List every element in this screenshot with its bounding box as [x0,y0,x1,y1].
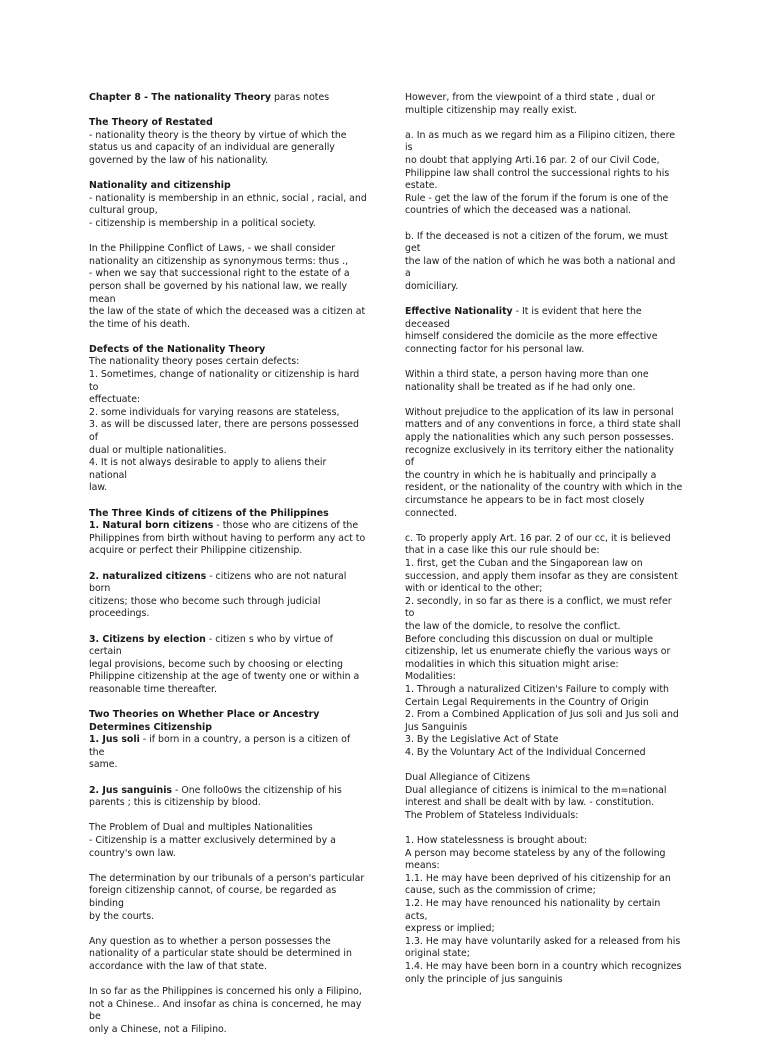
text-line [405,571,683,584]
text-line [89,243,367,256]
text-line [405,432,683,445]
text-run: status us and capacity of an individual are generally [89,142,335,154]
text-run: nationality shall be treated as if he had only one. [405,381,636,393]
text-line [89,520,367,533]
bold-text: Two Theories on Whether Place or Ancestry [89,709,320,721]
paragraph [405,306,683,356]
text-run: 4. It is not always desirable to apply to aliens their national [89,457,327,481]
text-line [89,835,367,848]
text-run: 2. From a Combined Application of Jus soli and Jus soli and [405,709,679,721]
text-line [405,193,683,206]
text-run: 1. Through a naturalized Citizen's Failure to comply with [405,683,669,695]
text-line [405,130,683,155]
text-run: Within a third state, a person having more than one [405,369,649,381]
bold-text: Effective Nationality [405,306,513,318]
text-line [405,369,683,382]
text-line [405,709,683,722]
text-line [89,419,367,444]
text-line [405,621,683,634]
text-line [405,835,683,848]
text-line [405,671,683,684]
text-run: Philippine citizenship at the age of twenty one or within a [89,671,360,683]
text-line [89,369,367,394]
text-run: the time of his death. [89,318,191,330]
paragraph [405,92,683,117]
paragraph [89,344,367,495]
text-run: 1. first, get the Cuban and the Singaporean law on [405,557,643,569]
text-run: same. [89,759,118,771]
text-run: - those who are citizens of the [213,520,359,532]
text-line [89,407,367,420]
paragraph [89,571,367,621]
text-run: In the Philippine Conflict of Laws, - we shall consider [89,243,336,255]
paragraph [89,180,367,230]
paragraph [89,634,367,697]
text-run: The nationality theory poses certain defects: [89,356,300,368]
text-line [405,923,683,936]
text-run: A person may become stateless by any of the following [405,847,666,859]
text-line [405,306,683,331]
text-line [89,1024,367,1037]
text-line [405,697,683,710]
text-run: citizenship, let us enumerate chiefly the various ways or [405,646,671,658]
text-line [89,785,367,798]
text-line [89,911,367,924]
left-column [89,92,367,1049]
text-run: nationality of a particular state should be determined in [89,948,352,960]
text-line [405,344,683,357]
text-run: apply the nationalities which any such person possesses. [405,432,674,444]
text-run: accordance with the law of that state. [89,960,268,972]
paragraph [89,709,367,772]
text-run: governed by the law of his nationality. [89,154,269,166]
text-line [405,634,683,647]
bold-text: 1. Natural born citizens [89,520,214,532]
text-run: - One follo0ws the citizenship of his [172,784,342,796]
text-line [89,180,367,193]
text-run: - citizen s who by virtue of certain [89,633,333,658]
text-run: - when we say that successional right to the estate of a [89,268,350,280]
text-run: no doubt that applying Arti.16 par. 2 of our Civil Code, [405,154,660,166]
text-run: connected. [405,507,458,519]
bold-text: Determines Citizenship [89,721,212,733]
text-line [89,885,367,910]
text-run: the law of the domicle, to resolve the conflict. [405,620,621,632]
text-run: 3. By the Legislative Act of State [405,734,559,746]
text-line [405,974,683,987]
text-run: 1. How statelessness is brought about: [405,835,588,847]
text-run: Without prejudice to the application of its law in personal [405,406,674,418]
text-line [89,596,367,609]
text-line [89,394,367,407]
paragraph [405,369,683,394]
text-line [89,545,367,558]
text-run: The Problem of Dual and multiples Nationalities [89,822,313,834]
text-run: person shall be governed by his national law, we really mean [89,280,348,305]
text-line [89,948,367,961]
text-line [89,659,367,672]
paragraph [89,243,367,331]
text-run: original state; [405,948,470,960]
paragraph [405,533,683,760]
text-run: modalities in which this situation might arise: [405,658,619,670]
text-line [405,168,683,181]
text-line [405,785,683,798]
paragraph [89,117,367,167]
text-line [89,306,367,319]
bold-text: Chapter 8 - The nationality Theory [89,92,271,103]
text-line [89,608,367,621]
text-run: However, from the viewpoint of a third state , dual or [405,92,656,103]
text-run: - nationality theory is the theory by virtue of which the [89,129,347,141]
text-run: 1. Sometimes, change of nationality or citizenship is hard to [89,369,360,393]
text-line [405,205,683,218]
text-run: 1.3. He may have voluntarily asked for a released from his [405,935,681,947]
paragraph [89,936,367,974]
text-run: not a Chinese.. And insofar as china is concerned, he may be [89,998,362,1023]
text-line [89,848,367,861]
text-line [89,709,367,722]
bold-text: 2. naturalized citizens [89,570,207,582]
text-run: 1.2. He may have renounced his nationality by certain acts, [405,898,661,922]
text-run: interest and shall be dealt with by law. - constitution. [405,797,655,809]
text-run: 1.1. He may have been deprived of his citizenship for an [405,872,671,884]
text-run: means: [405,860,440,872]
text-line [405,407,683,420]
text-run: nationality an citizenship as synonymous terms: thus ., [89,255,349,267]
text-run: the law of the nation of which he was both a national and a [405,255,676,280]
paragraph [405,835,683,986]
text-run: Modalities: [405,671,456,683]
text-run: Dual Allegiance of Citizens [405,772,530,784]
text-run: - citizens who are not natural born [89,570,347,595]
text-line [89,759,367,772]
text-line [89,873,367,886]
text-run: law. [89,482,108,494]
bold-text: The Theory of Restated [89,117,213,129]
text-run: - if born in a country, a person is a citizen of the [89,734,351,758]
text-line [405,948,683,961]
text-run: reasonable time thereafter. [89,683,218,695]
text-run: recognize exclusively in its territory either the nationality of [405,444,674,469]
text-line [405,231,683,256]
text-run: express or implied; [405,923,495,935]
text-line [405,734,683,747]
text-run: Philippine law shall control the successional rights to his [405,167,670,179]
text-line [89,634,367,659]
text-run: acquire or perfect their Philippine citizenship. [89,545,303,557]
text-line [89,482,367,495]
text-line [405,470,683,483]
text-run: 1.4. He may have been born in a country which recognizes [405,960,682,972]
text-line [405,180,683,193]
text-run: resident, or the nationality of the country with which in the [405,482,683,494]
text-line [89,684,367,697]
text-run: effectuate: [89,394,141,406]
text-line [89,205,367,218]
text-line [89,268,367,281]
text-line [89,445,367,458]
text-run: The Problem of Stateless Individuals: [405,809,579,821]
text-run: with or identical to the other; [405,583,543,595]
text-line [89,92,367,105]
text-line [405,747,683,760]
text-run: estate. [405,180,438,192]
text-line [405,331,683,344]
text-line [405,508,683,521]
paragraph [89,92,367,105]
bold-text: 2. Jus sanguinis [89,784,173,796]
text-run: Philippines from birth without having to perform any act to [89,532,366,544]
text-run: foreign citizenship cannot, of course, be regarded as binding [89,885,337,909]
text-line [405,583,683,596]
text-run: 2. some individuals for varying reasons are stateless, [89,406,340,418]
text-line [89,961,367,974]
text-line [405,495,683,508]
text-line [89,344,367,357]
text-line [89,822,367,835]
text-run: - citizenship is membership in a political society. [89,217,316,229]
text-run: proceedings. [89,608,150,620]
text-run: the law of the state of which the deceased was a citizen at [89,306,366,318]
text-line [89,117,367,130]
text-run: - Citizenship is a matter exclusively determined by a [89,835,336,847]
text-line [405,848,683,861]
text-line [405,92,683,105]
paragraph [89,785,367,810]
text-line [89,571,367,596]
text-line [405,596,683,621]
text-run: matters and of any conventions in force, a third state shall [405,419,681,431]
text-run: that in a case like this our rule should be: [405,545,600,557]
bold-text: Nationality and citizenship [89,180,231,192]
bold-text: Defects of the Nationality Theory [89,343,266,355]
text-run: parents ; this is citizenship by blood. [89,797,261,809]
text-line [405,445,683,470]
paragraph [89,822,367,860]
text-line [405,722,683,735]
text-run: - nationality is membership in an ethnic, social , racial, and [89,192,367,204]
text-run: 3. as will be discussed later, there are persons possessed of [89,419,359,444]
text-run: connecting factor for his personal law. [405,343,585,355]
paragraph [89,986,367,1036]
text-line [405,382,683,395]
text-run: countries of which the deceased was a national. [405,205,632,217]
right-column [405,92,683,999]
text-run: Dual allegiance of citizens is inimical to the m=national [405,784,667,796]
text-line [89,319,367,332]
text-line [89,936,367,949]
paragraph [405,407,683,520]
text-run: 2. secondly, in so far as there is a conflict, we must refer to [405,595,672,620]
paragraph [405,772,683,822]
text-run: succession, and apply them insofar as they are consistent [405,570,678,582]
text-line [405,898,683,923]
text-run: a. In as much as we regard him as a Filipino citizen, there is [405,129,676,154]
text-run: cultural group, [89,205,158,217]
text-line [405,256,683,281]
text-run: In so far as the Philippines is concerned his only a Filipino, [89,986,362,998]
text-line [89,734,367,759]
text-line [405,558,683,571]
text-run: citizens; those who become such through judicial [89,595,321,607]
text-line [405,885,683,898]
text-line [405,482,683,495]
text-line [405,545,683,558]
text-run: multiple citizenship may really exist. [405,104,577,116]
text-line [89,986,367,999]
text-run: domiciliary. [405,280,459,292]
text-line [405,873,683,886]
text-line [89,193,367,206]
text-line [405,810,683,823]
text-line [405,936,683,949]
text-run: circumstance he appears to be in fact most closely [405,495,645,506]
text-run: Rule - get the law of the forum if the forum is one of the [405,192,669,204]
paragraph [89,508,367,558]
text-line [89,256,367,269]
text-line [89,218,367,231]
bold-text: 1. Jus soli [89,734,140,746]
text-run: himself considered the domicile as the more effective [405,331,658,343]
text-run: paras notes [270,92,330,103]
bold-text: The Three Kinds of citizens of the Philippines [89,507,329,519]
paragraph [405,231,683,294]
text-run: country's own law. [89,847,176,859]
text-line [89,508,367,521]
text-run: Certain Legal Requirements in the Country of Origin [405,696,649,708]
text-line [89,142,367,155]
text-run: the country in which he is habitually and principally a [405,469,657,481]
text-line [405,646,683,659]
text-line [89,797,367,810]
text-line [89,533,367,546]
text-line [89,722,367,735]
paragraph [89,873,367,923]
text-run: legal provisions, become such by choosing or electing [89,658,343,670]
bold-text: 3. Citizens by election [89,633,206,645]
text-line [89,155,367,168]
text-line [405,860,683,873]
text-run: Any question as to whether a person possesses the [89,935,331,947]
text-run: only the principle of jus sanguinis [405,973,563,985]
text-run: Before concluding this discussion on dual or multiple [405,633,653,645]
text-line [89,356,367,369]
text-line [405,772,683,785]
text-run: The determination by our tribunals of a person's particular [89,872,365,884]
text-run: c. To properly apply Art. 16 par. 2 of our cc, it is believed [405,532,671,544]
text-line [89,999,367,1024]
text-run: Jus Sanguinis [405,721,468,733]
text-run: b. If the deceased is not a citizen of the forum, we must get [405,230,668,255]
text-run: 4. By the Voluntary Act of the Individual Concerned [405,746,646,758]
text-run: cause, such as the commission of crime; [405,885,596,897]
text-line [89,281,367,306]
text-line [89,671,367,684]
text-run: only a Chinese, not a Filipino. [89,1023,227,1035]
text-line [89,457,367,482]
text-line [405,961,683,974]
text-run: dual or multiple nationalities. [89,444,227,456]
text-line [405,105,683,118]
text-run: - It is evident that here the deceased [405,306,642,330]
paragraph [405,130,683,218]
text-line [405,419,683,432]
text-line [405,684,683,697]
text-line [405,797,683,810]
text-line [405,155,683,168]
text-line [405,281,683,294]
text-line [405,533,683,546]
text-line [89,130,367,143]
text-run: by the courts. [89,910,155,922]
text-line [405,659,683,672]
